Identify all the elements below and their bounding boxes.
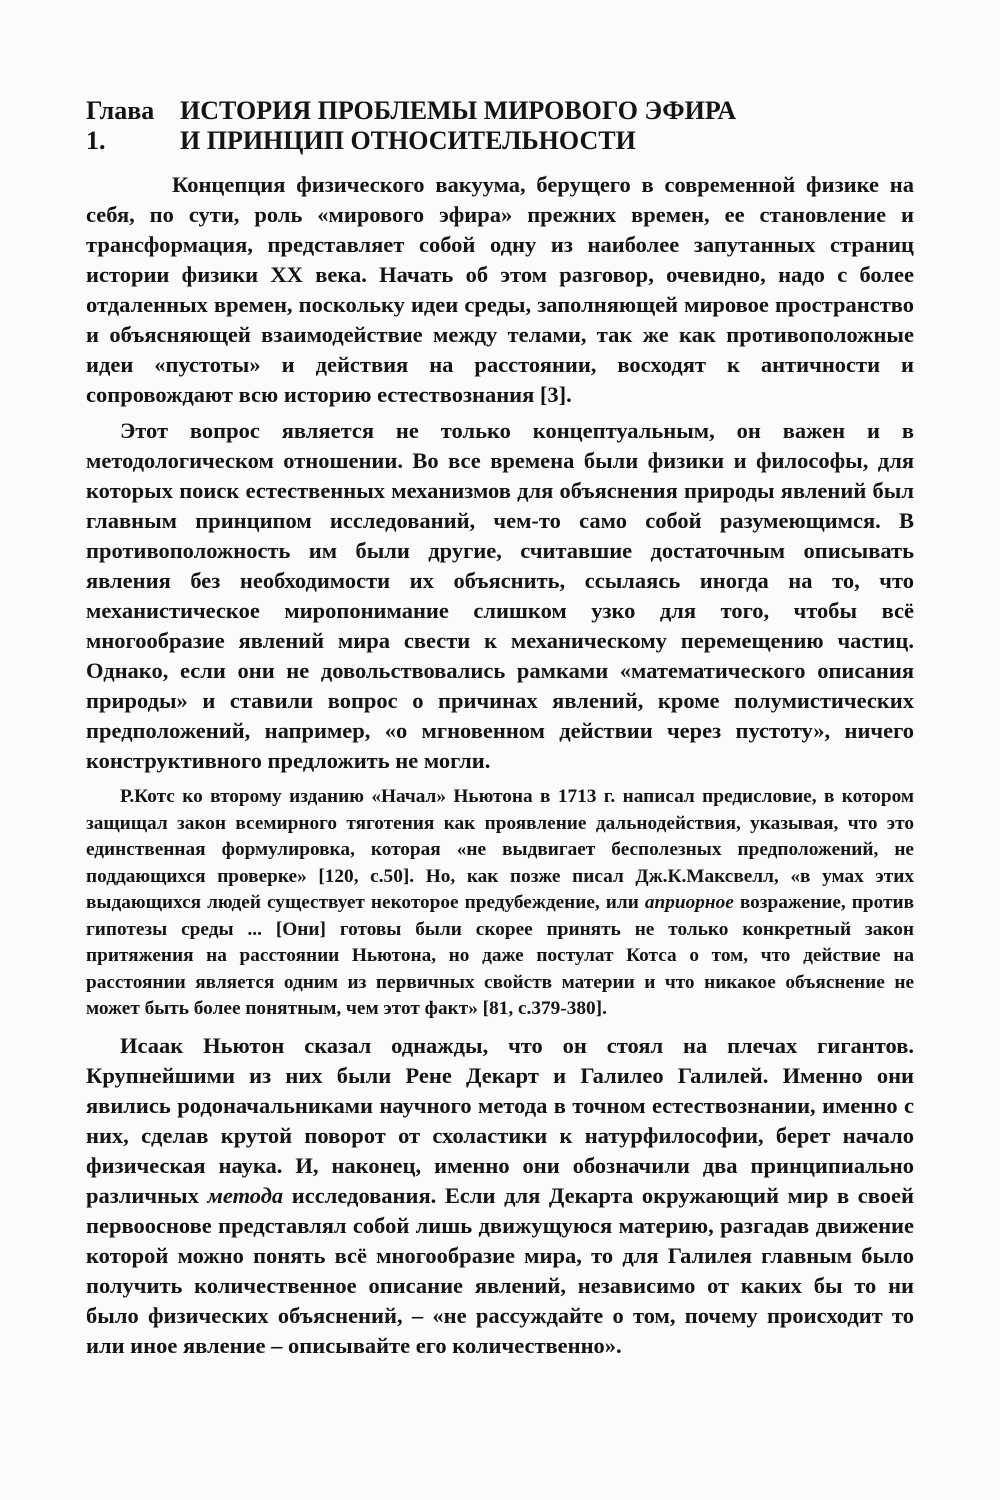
chapter-title-line-2: И ПРИНЦИП ОТНОСИТЕЛЬНОСТИ xyxy=(180,126,636,155)
quote-text-start: Р.Котс ко второму изданию «Начал» Ньютона в 1713 г. написал предисловие, в котором защищал закон всемирного тяготения как проявление дальнодействия, указывая, что это единственная формулировка, которая «не выдвигает бесполезных предположений, не поддающихся проверке» [120, с.50]. Но, как позже писал Дж.К.Максвелл, «в умах этих выдающихся людей существует некоторое предубеждение, или xyxy=(86,786,914,913)
chapter-heading xyxy=(86,96,914,156)
quote-paragraph xyxy=(86,784,914,1023)
paragraph-4-start: Исаак Ньютон сказал однажды, что он стоял на плечах гигантов. Крупнейшими из них были Рене Декарт и Галилео Галилей. Именно они явились родоначальниками научного метода в точном естествознании, именно с них, сделав крутой поворот от схоластики к натурфилософии, берет начало физическая наука. И, наконец, именно они обозначили два принципиально различных xyxy=(86,1032,914,1208)
quote-text-end: возражение, против гипотезы среды ... [Они] готовы были скорее принять не только конкретный закон притяжения на расстоянии Ньютона, но даже постулат Котса о том, что действие на расстоянии является одним из первичных свойств материи и что никакое объяснение не может быть более понятным, чем этот факт» [81, с.379-380]. xyxy=(86,892,914,1019)
paragraph-2: Этот вопрос является не только концептуальным, он важен и в методологическом отношении. Во все времена были физики и философы, для которых поиск естественных механизмов для объяснения природы явлений был главным принципом исследований, чем-то само собой разумеющимся. В противоположность им были другие, считавшие достаточным описывать явления без необходимости их объяснить, ссылаясь иногда на то, что механистическое миропонимание слишком узко для того, чтобы всё многообразие явлений мира свести к механическому перемещению частиц. Однако, если они не довольствовались рамками «математического описания природы» и ставили вопрос о причинах явлений, кроме полумистических предположений, например, «о мгновенном действии через пустоту», ничего конструктивного предложить не могли. xyxy=(86,418,914,773)
paragraph-4 xyxy=(86,1031,914,1361)
paragraph-1: Концепция физического вакуума, берущего в современной физике на себя, по сути, роль «мирового эфира» прежних времен, ее становление и трансформация, представляет собой одну из наиболее запутанных страниц истории физики XX века. Начать об этом разговор, очевидно, надо с более отдаленных времен, поскольку идеи среды, заполняющей мировое пространство и объясняющей взаимодействие между телами, так же как противоположные идеи «пустоты» и действия на расстоянии, восходят к античности и сопровождают всю историю естествознания [3]. xyxy=(86,172,914,407)
quote-emphasis: априорное xyxy=(644,892,734,913)
chapter-number: Глава 1. xyxy=(86,96,155,155)
paragraph-4-end: исследования. Если для Декарта окружающий мир в своей первооснове представлял собой лишь движущуюся материю, разгадав движение которой можно понять всё многообразие мира, то для Галилея главным было получить количественное описание явлений, независимо от каких бы то ни было физических объяснений, – «не рассуждайте о том, почему происходит то или иное явление – описывайте его количественно». xyxy=(86,1182,914,1358)
paragraph-4-emphasis: метода xyxy=(207,1182,284,1208)
chapter-title-line-1: ИСТОРИЯ ПРОБЛЕМЫ МИРОВОГО ЭФИРА xyxy=(180,96,737,125)
chapter-title xyxy=(180,96,914,156)
